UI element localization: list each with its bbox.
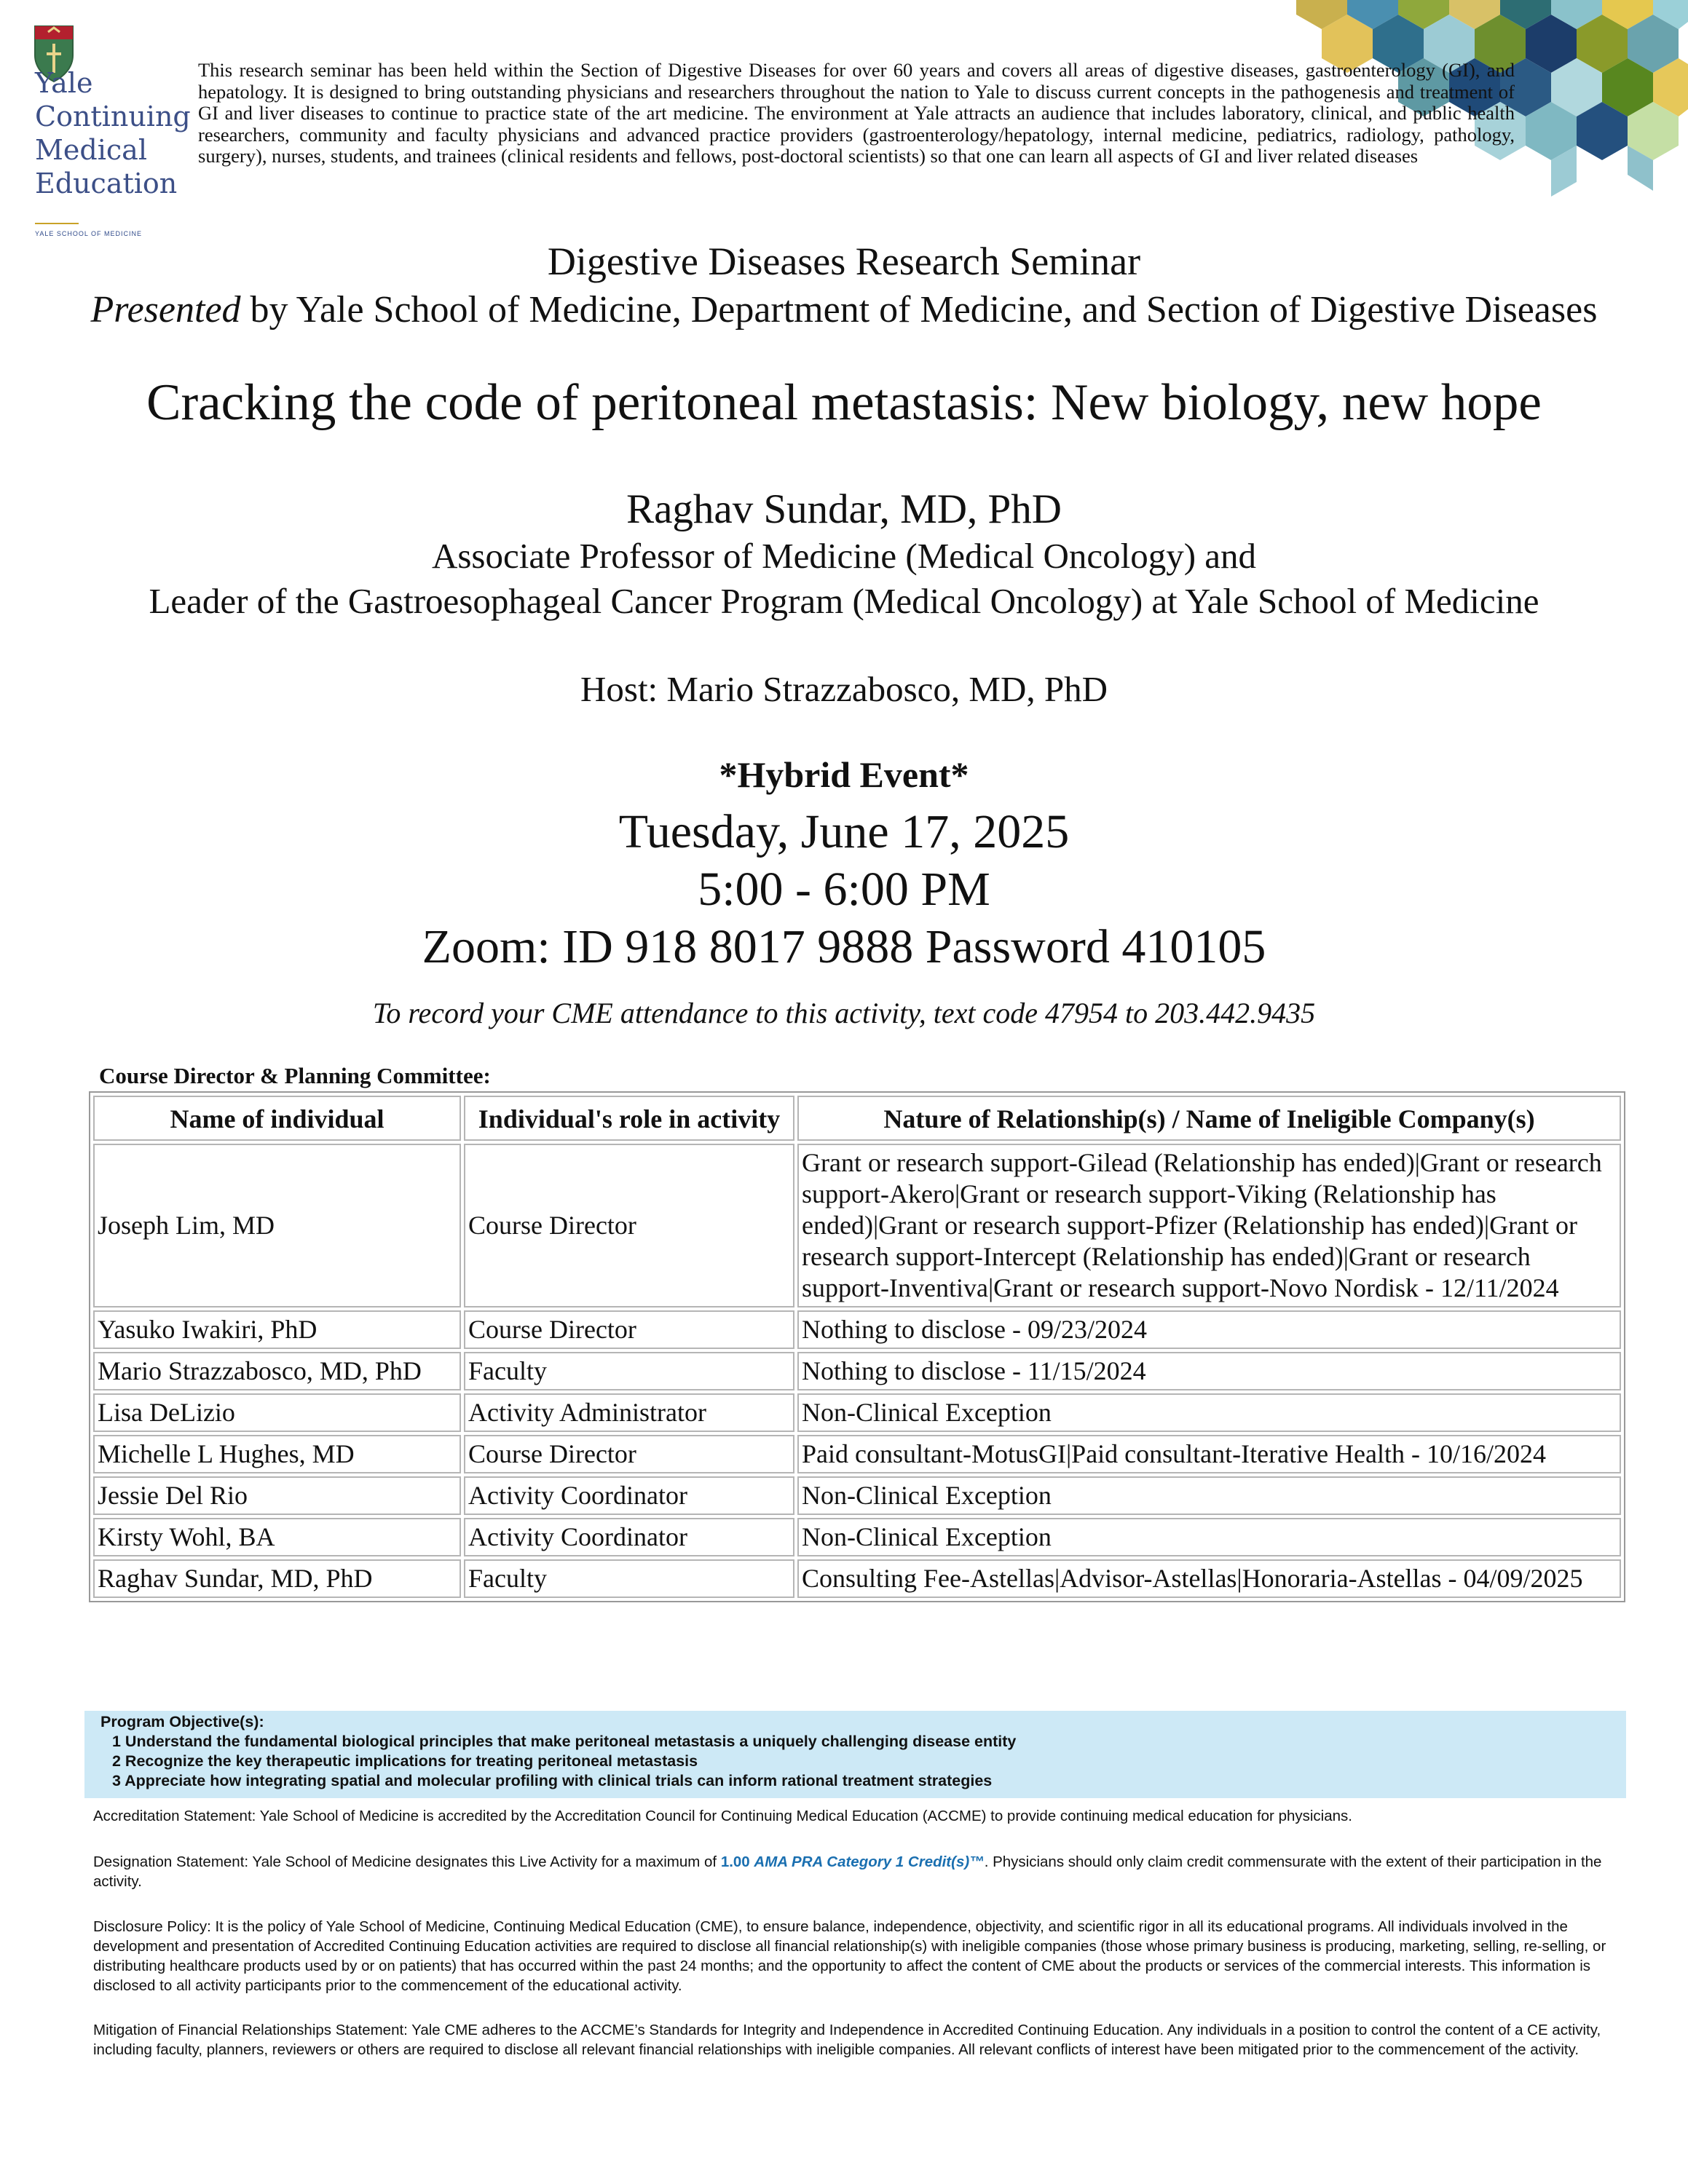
- cell-relationship: Consulting Fee-Astellas|Advisor-Astellas|Honoraria-Astellas - 04/09/2025: [797, 1559, 1621, 1598]
- talk-title: Cracking the code of peritoneal metastasis: New biology, new hope: [146, 374, 1542, 431]
- cell-name: Jessie Del Rio: [93, 1476, 461, 1515]
- table-row: [93, 1310, 1621, 1349]
- cell-name: Kirsty Wohl, BA: [93, 1518, 461, 1556]
- cell-name: Joseph Lim, MD: [93, 1144, 461, 1307]
- disclosure-policy: Disclosure Policy: It is the policy of Yale School of Medicine, Continuing Medical Education (CME), to ensure balance, independence, objectivity, and scientific rigor in all its educational programs. All individuals involved in the development and presentation of Accredited Continuing Education activities are required to disclose all financial relationship(s) with ineligible companies (those whose primary business is producing, marketing, selling, re-selling, or distributing healthcare products used by or on patients) that has occurred within the past 24 months; and the opportunity to affect the content of CME about the products or services of the commercial interests. This information is disclosed to all activity participants prior to the commencement of the educational activity.: [93, 1918, 1606, 1994]
- cell-name: Yasuko Iwakiri, PhD: [93, 1310, 461, 1349]
- objective-item: 1 Understand the fundamental biological principles that make peritoneal metastasis a uniquely challenging disease entity: [112, 1733, 1017, 1750]
- cell-name: Mario Strazzabosco, MD, PhD: [93, 1352, 461, 1390]
- speaker-role-line-2: Leader of the Gastroesophageal Cancer Program (Medical Oncology) at Yale School of Medicine: [149, 581, 1539, 621]
- event-format: *Hybrid Event*: [719, 754, 969, 795]
- table-row: [93, 1476, 1621, 1515]
- cell-role: Activity Coordinator: [464, 1476, 794, 1515]
- designation-statement: [93, 1852, 1625, 1891]
- cme-attendance-note: To record your CME attendance to this activity, text code 47954 to 203.442.9435: [372, 997, 1316, 1029]
- cell-role: Activity Coordinator: [464, 1518, 794, 1556]
- zoom-info: Zoom: ID 918 8017 9888 Password 410105: [422, 920, 1266, 973]
- presented-by-line: [0, 288, 1688, 331]
- event-date: Tuesday, June 17, 2025: [618, 805, 1070, 858]
- objective-item: 2 Recognize the key therapeutic implications for treating peritoneal metastasis: [112, 1752, 698, 1770]
- program-objectives: [84, 1711, 1626, 1798]
- committee-title: Course Director & Planning Committee:: [99, 1063, 491, 1088]
- cell-role: Faculty: [464, 1559, 794, 1598]
- table-row: [93, 1393, 1621, 1432]
- cell-relationship: Nothing to disclose - 09/23/2024: [797, 1310, 1621, 1349]
- presented-by-text: by Yale School of Medicine, Department of Medicine, and Section of Digestive Diseases: [240, 289, 1598, 331]
- logo-line-1: Yale: [35, 67, 93, 99]
- accreditation-statement: Accreditation Statement: Yale School of Medicine is accredited by the Accreditation Council for Continuing Medical Education (ACCME) to provide continuing medical education for physicians.: [93, 1808, 1352, 1824]
- table-row: [93, 1518, 1621, 1556]
- table-row: [93, 1144, 1621, 1307]
- logo-line-3: Medical: [35, 134, 147, 166]
- designation-text-end: . Physicians should only claim credit commensurate with the extent of their participation in the activity.: [93, 1853, 1602, 1890]
- cell-name: Lisa DeLizio: [93, 1393, 461, 1432]
- header-role: Individual's role in activity: [464, 1096, 794, 1141]
- speaker-name: Raghav Sundar, MD, PhD: [626, 486, 1062, 532]
- credit-name: AMA PRA Category 1 Credit(s)™: [754, 1853, 985, 1870]
- presented-word: Presented: [90, 289, 241, 331]
- speaker-role-line-1: Associate Professor of Medicine (Medical Oncology) and: [431, 536, 1257, 576]
- cell-relationship: Nothing to disclose - 11/15/2024: [797, 1352, 1621, 1390]
- cell-relationship: Non-Clinical Exception: [797, 1518, 1621, 1556]
- cell-relationship: Grant or research support-Gilead (Relationship has ended)|Grant or research support-Akero|Grant or research support-Viking (Relationship has ended)|Grant or research support-Pfizer (Relationship has ended)|Grant or research support-Intercept (Relationship has ended)|Grant or research support-Inventiva|Grant or research support-Novo Nordisk - 12/11/2024: [797, 1144, 1621, 1307]
- table-header-row: [93, 1096, 1621, 1141]
- cell-relationship: Paid consultant-MotusGI|Paid consultant-Iterative Health - 10/16/2024: [797, 1435, 1621, 1473]
- header-relationship: Nature of Relationship(s) / Name of Ineligible Company(s): [797, 1096, 1621, 1141]
- cell-name: Michelle L Hughes, MD: [93, 1435, 461, 1473]
- cell-name: Raghav Sundar, MD, PhD: [93, 1559, 461, 1598]
- disclosure-table: [89, 1091, 1625, 1602]
- logo-line-2: Continuing: [35, 100, 191, 132]
- designation-text: Designation Statement: Yale School of Medicine designates this Live Activity for a maximum of: [93, 1853, 721, 1870]
- table-row: [93, 1352, 1621, 1390]
- header-name: Name of individual: [93, 1096, 461, 1141]
- cell-role: Course Director: [464, 1310, 794, 1349]
- table-row: [93, 1435, 1621, 1473]
- logo-line-4: Education: [35, 167, 178, 199]
- cell-role: Course Director: [464, 1144, 794, 1307]
- table-row: [93, 1559, 1621, 1598]
- logo-rule: [35, 223, 79, 224]
- mitigation-statement: Mitigation of Financial Relationships Statement: Yale CME adheres to the ACCME’s Standards for Integrity and Independence in Accredited Continuing Education. Any individuals in a position to control the content of a CE activity, including faculty, planners, reviewers or others are required to disclose all relevant financial relationships with ineligible companies. All relevant conflicts of interest have been mitigated prior to the commencement of the activity.: [93, 2022, 1601, 2058]
- cell-relationship: Non-Clinical Exception: [797, 1476, 1621, 1515]
- cell-relationship: Non-Clinical Exception: [797, 1393, 1621, 1432]
- objectives-title: Program Objective(s):: [100, 1713, 264, 1730]
- cell-role: Activity Administrator: [464, 1393, 794, 1432]
- cell-role: Course Director: [464, 1435, 794, 1473]
- credit-amount: 1.00: [720, 1853, 750, 1870]
- yale-cme-logo: [32, 22, 191, 237]
- cell-role: Faculty: [464, 1352, 794, 1390]
- seminar-description: This research seminar has been held within the Section of Digestive Diseases for over 60 years and covers all areas of digestive diseases, gastroenterology (GI), and hepatology. It is designed to bring outstanding physicians and researchers throughout the nation to Yale to discuss current concepts in the pathogenesis and treatment of GI and liver diseases to continue to practice state of the art medicine. The environment at Yale attracts an audience that includes laboratory, clinical, and public health researchers, community and faculty physicians and advanced practice providers (gastroenterology/hepatology, internal medicine, pediatrics, radiology, pathology, surgery), nurses, students, and trainees (clinical residents and fellows, post-doctoral scientists) so that one can learn all aspects of GI and liver related diseases: [198, 59, 1515, 167]
- logo-tagline: YALE SCHOOL OF MEDICINE: [35, 230, 143, 237]
- seminar-title: Digestive Diseases Research Seminar: [547, 240, 1141, 283]
- objective-item: 3 Appreciate how integrating spatial and molecular profiling with clinical trials can inform rational treatment strategies: [112, 1772, 993, 1789]
- host-line: Host: Mario Strazzabosco, MD, PhD: [580, 669, 1108, 709]
- event-time: 5:00 - 6:00 PM: [698, 863, 990, 916]
